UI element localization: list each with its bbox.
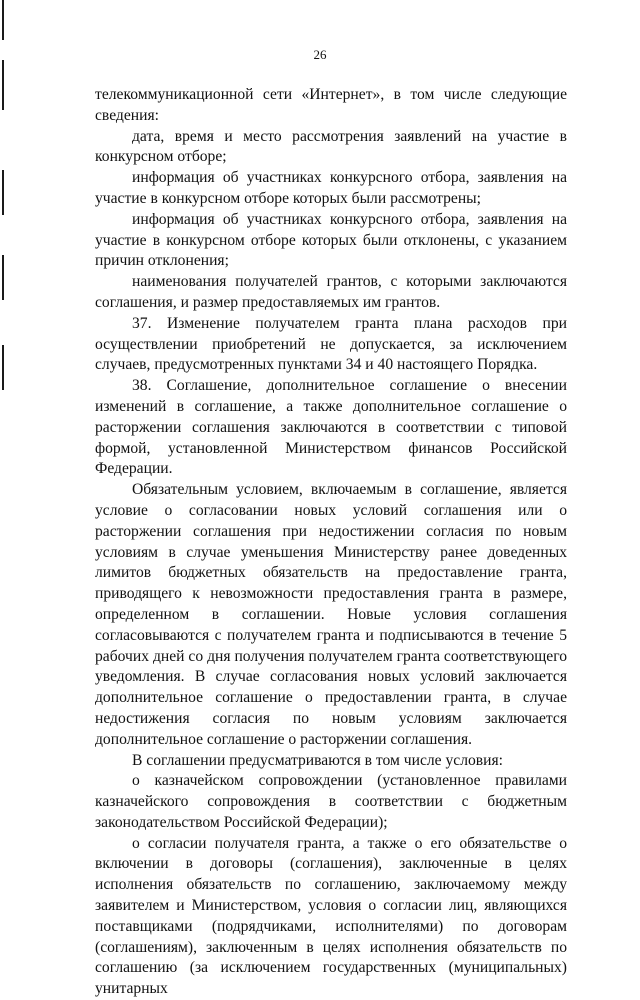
paragraph: В соглашении предусматриваются в том числе условия:	[132, 751, 503, 769]
document-body	[95, 85, 567, 1000]
page-number: 26	[313, 47, 327, 62]
margin-mark	[2, 255, 4, 300]
paragraph: наименования получателей грантов, с которыми заключаются соглашения, и размер предоставляемых им грантов.	[95, 273, 567, 311]
margin-mark	[2, 60, 4, 110]
paragraph: 37. Изменение получателем гранта плана расходов при осуществлении приобретений не допускается, за исключением случаев, предусмотренных пунктами 34 и 40 настоящего Порядка.	[95, 314, 567, 374]
paragraph: Обязательным условием, включаемым в соглашение, является условие о согласовании новых условий соглашения или о расторжении соглашения при недостижении согласия по новым условиям в случае уменьшения Министерству ранее доведенных лимитов бюджетных обязательств на предоставление гранта, приводящего к невозможности предоставления гранта в размере, определенном в соглашении. Новые условия соглашения согласовываются с получателем гранта и подписываются в течение 5 рабочих дней со дня получения получателем гранта соответствующего уведомления. В случае согласования новых условий заключается дополнительное соглашение о предоставлении гранта, в случае недостижения согласия по новым условиям заключается дополнительное соглашение о расторжении соглашения.	[95, 481, 567, 748]
margin-mark	[2, 0, 4, 40]
paragraph: дата, время и место рассмотрения заявлений на участие в конкурсном отборе;	[95, 127, 567, 166]
paragraph: о казначейском сопровождении (установленное правилами казначейского сопровождения в соответствии с бюджетным законодательством Российской Федерации);	[95, 772, 567, 831]
paragraph: о согласии получателя гранта, а также о его обязательстве о включении в договоры (соглашения), заключенные в целях исполнения обязательств по соглашению, заключаемому между заявителем и Министерством, условия о согласии лиц, являющихся поставщиками (подрядчиками, исполнителями) по договорам (соглашениям), заключенным в целях исполнения обязательств по соглашению (за исключением государственных (муниципальных) унитарных	[95, 834, 567, 998]
margin-mark	[2, 345, 4, 390]
paragraph: телекоммуникационной сети «Интернет», в том числе следующие сведения:	[95, 86, 567, 124]
paragraph: информация об участниках конкурсного отбора, заявления на участие в конкурсном отборе которых были рассмотрены;	[95, 169, 567, 207]
paragraph: информация об участниках конкурсного отбора, заявления на участие в конкурсном отборе которых были отклонены, с указанием причин отклонения;	[95, 210, 567, 270]
paragraph: 38. Соглашение, дополнительное соглашение о внесении изменений в соглашение, а также дополнительное соглашение о расторжении соглашения заключаются в соответствии с типовой формой, установленной Министерством финансов Российской Федерации.	[95, 377, 567, 478]
margin-mark	[2, 170, 4, 215]
